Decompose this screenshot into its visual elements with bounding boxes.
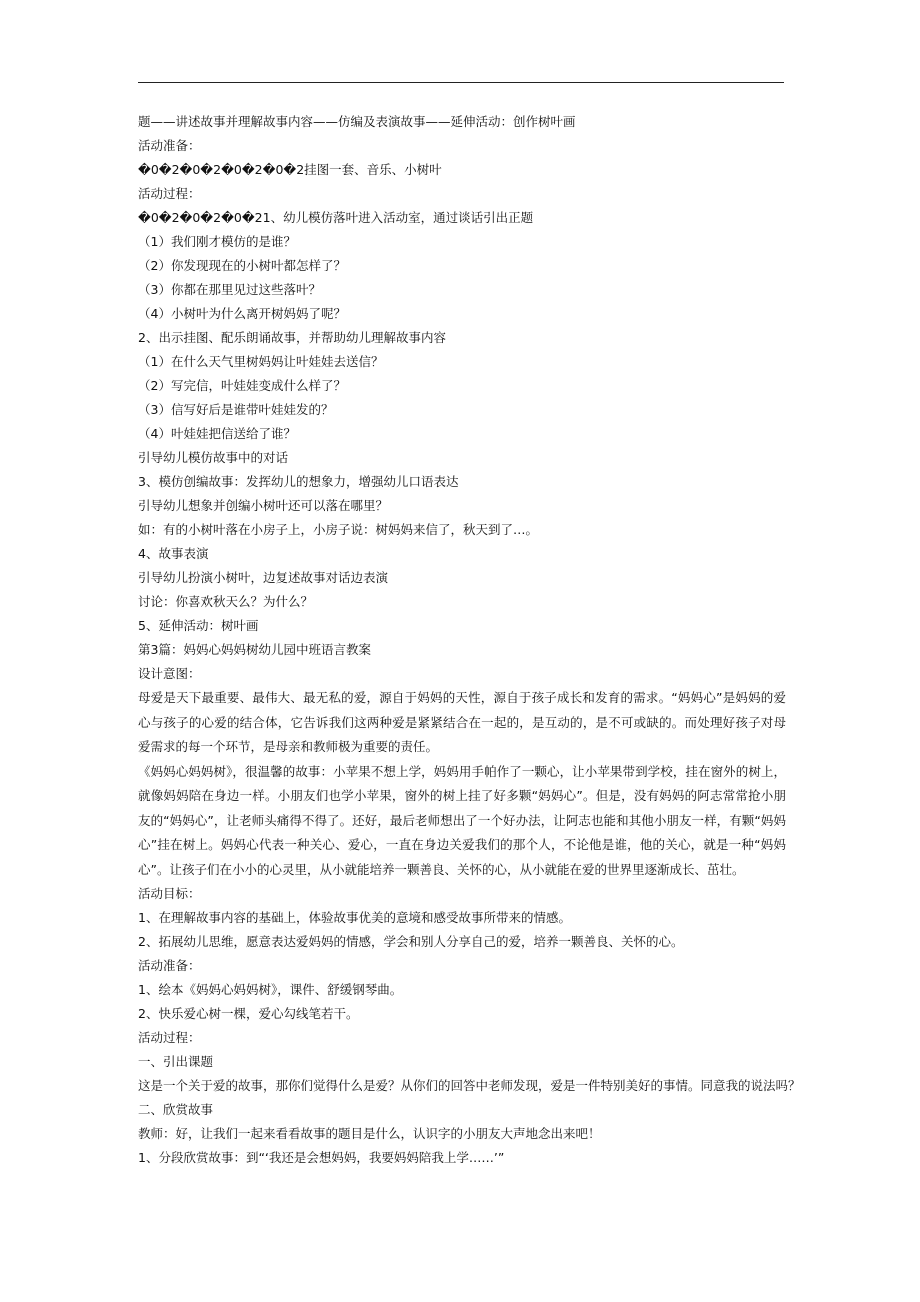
section-heading: 设计意图：: [138, 666, 201, 681]
list-item: 2、快乐爱心树一棵，爱心勾线笔若干。: [138, 1006, 359, 1021]
list-item: 1、绘本《妈妈心妈妈树》，课件、舒缓钢琴曲。: [138, 982, 403, 997]
text-line: �0�2�0�2�0�2�0�2挂图一套、音乐、小树叶: [138, 162, 442, 177]
list-item: （2）写完信，叶娃娃变成什么样了？: [138, 378, 346, 393]
text-line: �0�2�0�2�0�21、幼儿模仿落叶进入活动室，通过谈话引出正题: [138, 210, 534, 225]
text-line: 这是一个关于爱的故事，那你们觉得什么是爱？从你们的回答中老师发现，爱是一件特别美好的事情。同意我的说法吗？: [138, 1078, 801, 1093]
list-item: 2、拓展幼儿思维，愿意表达爱妈妈的情感，学会和别人分享自己的爱，培养一颗善良、关怀的心。: [138, 934, 684, 949]
list-item: 1、在理解故事内容的基础上，体验故事优美的意境和感受故事所带来的情感。: [138, 910, 571, 925]
paragraph: 《妈妈心妈妈树》，很温馨的故事：小苹果不想上学，妈妈用手帕作了一颗心，让小苹果带到学校，挂在窗外的树上，就像妈妈陪在身边一样。小朋友们也学小苹果，窗外的树上挂了好多颗“妈妈心”。但是，没有妈妈的阿志常常抢小朋友的“妈妈心”，让老师头痛得不得了。还好，最后老师想出了一个好办法，让阿志也能和其他小朋友一样，有颗“妈妈心”挂在树上。妈妈心代表一种关心、爱心，一直在身边关爱我们的那个人，不论他是谁，他的关心，就是一种“妈妈心”。让孩子们在小小的心灵里，从小就能培养一颗善良、关怀的心，从小就能在爱的世界里逐渐成长、茁壮。: [138, 763, 786, 877]
text-line: 5、延伸活动：树叶画: [138, 618, 259, 633]
list-item: （1）我们刚才模仿的是谁？: [138, 234, 296, 249]
section-heading: 活动准备：: [138, 958, 201, 973]
list-item: （4）小树叶为什么离开树妈妈了呢？: [138, 306, 346, 321]
text-line: 2、出示挂图、配乐朗诵故事，并帮助幼儿理解故事内容: [138, 330, 446, 345]
text-line: 如：有的小树叶落在小房子上，小房子说：树妈妈来信了，秋天到了…。: [138, 522, 539, 537]
header-rule: [138, 82, 784, 83]
list-item: （4）叶娃娃把信送给了谁？: [138, 426, 296, 441]
text-line: 引导幼儿模仿故事中的对话: [138, 450, 289, 465]
section-heading: 活动过程：: [138, 186, 201, 201]
text-line: 讨论：你喜欢秋天么？为什么？: [138, 594, 314, 609]
text-line: 一、引出课题: [138, 1054, 214, 1069]
text-line: 教师：好，让我们一起来看看故事的题目是什么，认识字的小朋友大声地念出来吧！: [138, 1126, 601, 1141]
text-line: 4、故事表演: [138, 546, 209, 561]
section-heading: 活动准备：: [138, 138, 201, 153]
text-line: 引导幼儿扮演小树叶，边复述故事对话边表演: [138, 570, 389, 585]
text-line: 二、欣赏故事: [138, 1102, 214, 1117]
paragraph: 母爱是天下最重要、最伟大、最无私的爱，源自于妈妈的天性，源自于孩子成长和发育的需求。“妈妈心”是妈妈的爱心与孩子的心爱的结合体，它告诉我们这两种爱是紧紧结合在一起的，是互动的，是不可或缺的。而处理好孩子对母爱需求的每一个环节，是母亲和教师极为重要的责任。: [138, 690, 786, 754]
text-line: 引导幼儿想象并创编小树叶还可以落在哪里？: [138, 498, 389, 513]
list-item: （2）你发现现在的小树叶都怎样了？: [138, 258, 346, 273]
section-heading: 活动过程：: [138, 1030, 201, 1045]
text-line: 1、分段欣赏故事：到“‘我还是会想妈妈，我要妈妈陪我上学……’”: [138, 1150, 505, 1165]
list-item: （1）在什么天气里树妈妈让叶娃娃去送信？: [138, 354, 384, 369]
list-item: （3）你都在那里见过这些落叶？: [138, 282, 321, 297]
section-heading: 活动目标：: [138, 886, 201, 901]
list-item: （3）信写好后是谁带叶娃娃发的？: [138, 402, 334, 417]
document-body: [138, 110, 801, 1170]
text-line: 3、模仿创编故事：发挥幼儿的想象力，增强幼儿口语表达: [138, 474, 459, 489]
text-line: 题——讲述故事并理解故事内容——仿编及表演故事——延伸活动：创作树叶画: [138, 114, 576, 129]
article-title: 第3篇：妈妈心妈妈树幼儿园中班语言教案: [138, 642, 371, 657]
